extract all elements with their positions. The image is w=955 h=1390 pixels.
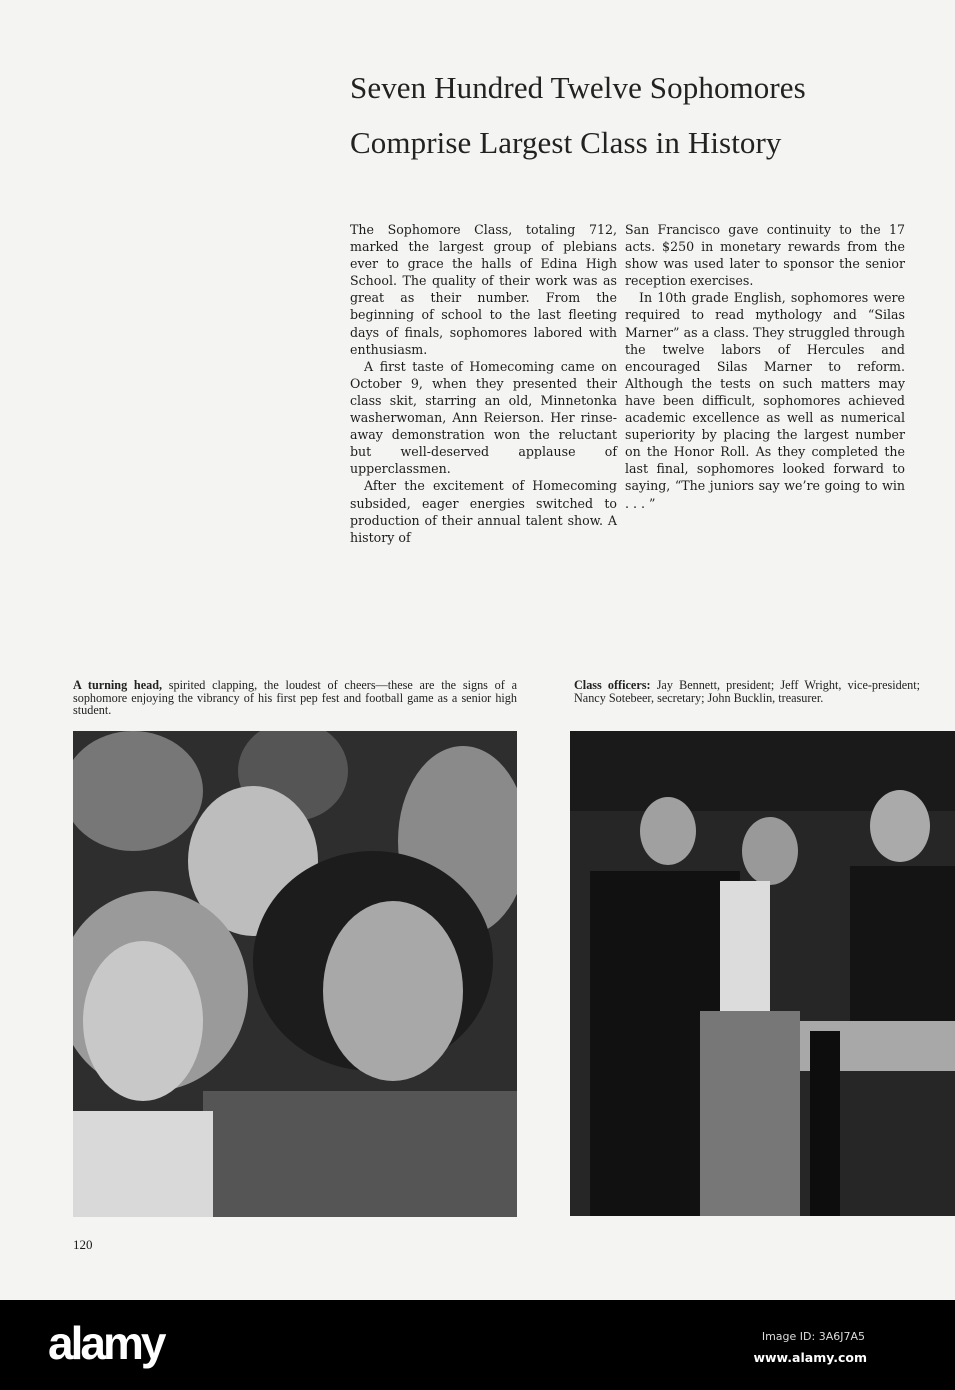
image-id: Image ID: 3A6J7A5	[761, 1330, 865, 1343]
paragraph: A first taste of Homecoming came on October 9, when they presented their class skit, starring an old, Minnetonka washerwoman, Ann Reierson. Her rinse-away demonstration won the reluctant but well-deserved applause of upperclassmen.	[350, 358, 617, 477]
page-number: 120	[73, 1237, 93, 1252]
caption-right	[574, 679, 920, 704]
caption-text: spirited clapping, the loudest of cheers—these are the signs of a sophomore enjoying the vibrancy of his first pep fest and football game as a senior high student.	[73, 678, 517, 717]
headline-line-2: Comprise Largest Class in History	[350, 125, 782, 160]
body-column-2	[625, 221, 905, 512]
photo-pep-fest-crowd	[73, 731, 517, 1217]
body-column-1	[350, 221, 617, 546]
paragraph: In 10th grade English, sophomores were required to read mythology and “Silas Marner” as a class. They struggled through the twelve labors of Hercules and encouraged Silas Marner to reform. Although the tests on such matters may have been difficult, sophomores achieved academic excellence as well as numerical superiority by placing the largest number on the Honor Roll. As they completed the last final, sophomores looked forward to saying, “The juniors say we’re going to win . . . ”	[625, 290, 905, 511]
watermark-footer	[0, 1300, 955, 1390]
site-url: www.alamy.com	[753, 1350, 867, 1365]
caption-lead: A turning head,	[73, 678, 163, 692]
caption-text: Jay Bennett, president; Jeff Wright, vice-president; Nancy Sotebeer, secretary; John Bucklin, treasurer.	[574, 678, 920, 705]
paragraph: After the excitement of Homecoming subsided, eager energies switched to production of their annual talent show. A history of	[350, 478, 617, 545]
alamy-logo: alamy	[48, 1317, 164, 1369]
caption-left	[73, 679, 517, 717]
caption-lead: Class officers:	[574, 678, 651, 692]
paragraph: The Sophomore Class, totaling 712, marked the largest group of plebians ever to grace the halls of Edina High School. The quality of their work was as great as their number. From the beginning of school to the last fleeting days of finals, sophomores labored with enthusiasm.	[350, 222, 617, 357]
paragraph: San Francisco gave continuity to the 17 acts. $250 in monetary rewards from the show was used later to sponsor the senior reception exercises.	[625, 222, 905, 289]
photo-class-officers	[570, 731, 955, 1216]
headline-line-1: Seven Hundred Twelve Sophomores	[350, 70, 806, 105]
